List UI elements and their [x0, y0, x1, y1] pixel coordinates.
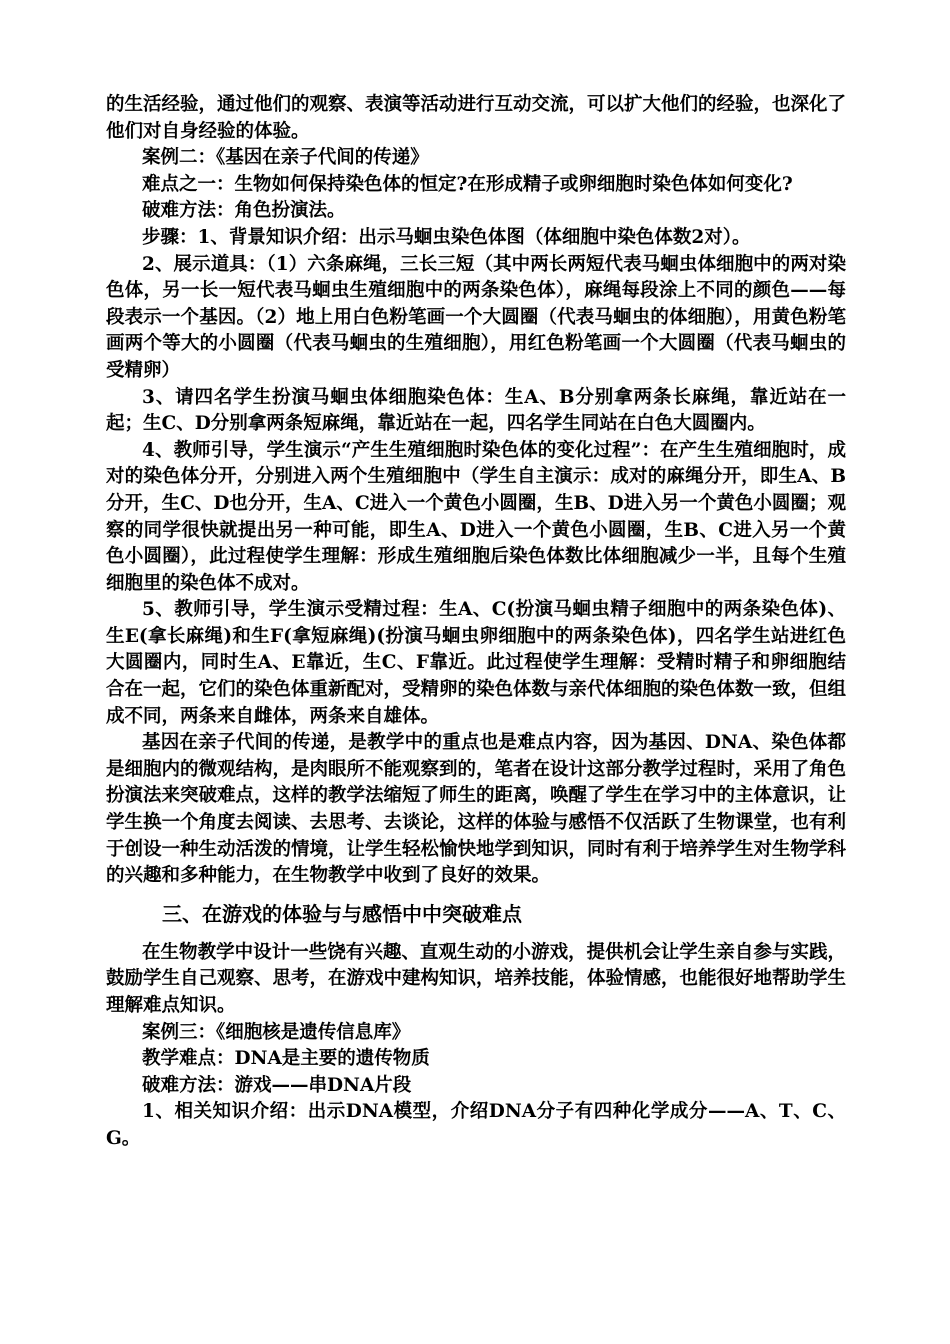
knowledge-intro: 1、相关知识介绍：出示DNA模型，介绍DNA分子有四种化学成分——A、T、C、G。	[106, 1101, 846, 1149]
step-two: 2、展示道具：（1）六条麻绳，三长三短（其中两长两短代表马蛔虫体细胞中的两对染色体，另一长一短代表马蛔虫生殖细胞中的两条染色体），麻绳每段涂上不同的颜色——每段表示一个基因。（2）地上用白色粉笔画一个大圆圈（代表马蛔虫的体细胞），用黄色粉笔画两个等大的小圆圈（代表马蛔虫的生殖细胞），用红色粉笔画一个大圆圈（代表马蛔虫的受精卵）	[106, 253, 846, 381]
case-three-title: 案例三：《细胞核是遗传信息库》	[142, 1021, 411, 1043]
difficulty-one: 难点之一：生物如何保持染色体的恒定?在形成精子或卵细胞时染色体如何变化?	[142, 173, 793, 195]
summary-paragraph: 基因在亲子代间的传递，是教学中的重点也是难点内容，因为基因、DNA、染色体都是细胞内的微观结构，是肉眼所不能观察到的，笔者在设计这部分教学过程时，采用了角色扮演法来突破难点，这样的教学法缩短了师生的距离，唤醒了学生在学习中的主体意识，让学生换一个角度去阅读、去思考、去谈论，这样的体验与感悟不仅活跃了生物课堂，也有利于创设一种生动活泼的情境，让学生轻松愉快地学到知识，同时有利于培养学生对生物学科的兴趣和多种能力，在生物教学中收到了良好的效果。	[106, 732, 847, 887]
method-role-play: 破难方法：角色扮演法。	[142, 200, 346, 222]
section-intro: 在生物教学中设计一些饶有兴趣、直观生动的小游戏，提供机会让学生亲自参与实践，鼓励学生自己观察、思考，在游戏中建构知识，培养技能，体验情感，也能很好地帮助学生理解难点知识。	[106, 941, 847, 1016]
step-five: 5、教师引导，学生演示受精过程：生A、C(扮演马蛔虫精子细胞中的两条染色体)、生E(拿长麻绳)和生F(拿短麻绳)(扮演马蛔虫卵细胞中的两条染色体)，四名学生站进红色大圆圈内，同时生A、E靠近，生C、F靠近。此过程使学生理解：受精时精子和卵细胞结合在一起，它们的染色体重新配对，受精卵的染色体数与亲代体细胞的染色体数一致，但组成不同，两条来自雌体，两条来自雄体。	[106, 599, 847, 727]
step-one: 步骤：1、背景知识介绍：出示马蛔虫染色体图（体细胞中染色体数2对）。	[142, 226, 751, 248]
teaching-difficulty: 教学难点：DNA是主要的遗传物质	[142, 1048, 430, 1070]
method-game: 破难方法：游戏——串DNA片段	[142, 1074, 412, 1096]
document-body	[106, 92, 846, 1153]
step-three: 3、请四名学生扮演马蛔虫体细胞染色体：生A、B分别拿两条长麻绳，靠近站在一起；生C、D分别拿两条短麻绳，靠近站在一起，四名学生同站在白色大圆圈内。	[106, 386, 846, 435]
paragraph-continuation: 的生活经验，通过他们的观察、表演等活动进行互动交流，可以扩大他们的经验，也深化了他们对自身经验的体验。	[106, 94, 847, 142]
case-two-title: 案例二：《基因在亲子代间的传递》	[142, 147, 429, 169]
section-heading: 三、在游戏的体验与与感悟中中突破难点	[162, 901, 522, 926]
step-four: 4、教师引导，学生演示“产生生殖细胞时染色体的变化过程”：在产生生殖细胞时，成对的染色体分开，分别进入两个生殖细胞中（学生自主演示：成对的麻绳分开，即生A、B分开，生C、D也分开，生A、C进入一个黄色小圆圈，生B、D进入另一个黄色小圆圈；观察的同学很快就提出另一种可能，即生A、D进入一个黄色小圆圈，生B、C进入另一个黄色小圆圈），此过程使学生理解：形成生殖细胞后染色体数比体细胞减少一半，且每个生殖细胞里的染色体不成对。	[106, 439, 846, 594]
